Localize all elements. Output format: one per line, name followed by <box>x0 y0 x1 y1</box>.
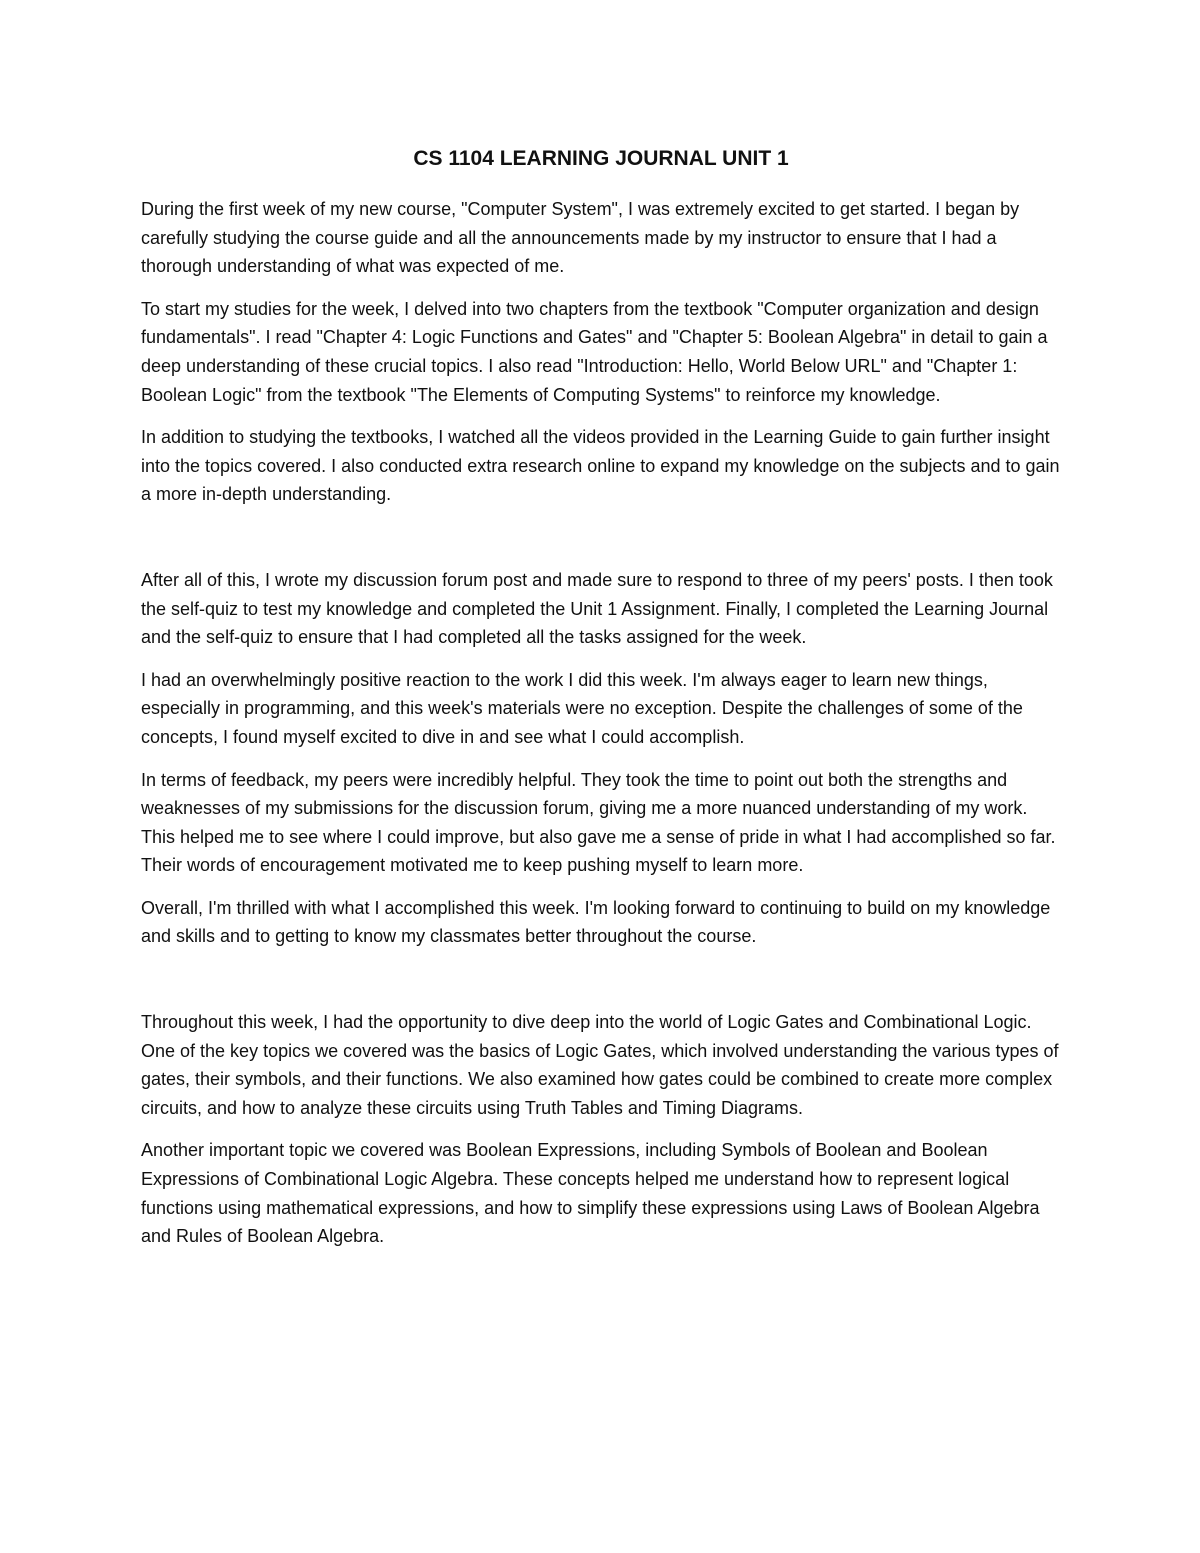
paragraph: During the first week of my new course, "Computer System", I was extremely excited to get started. I began by carefully studying the course guide and all the announcements made by my instructor to ensure that I had a thorough understanding of what was expected of me. <box>141 199 1020 277</box>
paragraph: In addition to studying the textbooks, I watched all the videos provided in the Learning Guide to gain further insight into the topics covered. I also conducted extra research online to expand my knowledge on the subjects and to gain a more in-depth understanding. <box>141 427 1060 505</box>
document-body <box>141 144 1061 1265</box>
document-title: CS 1104 LEARNING JOURNAL UNIT 1 <box>413 147 789 170</box>
paragraph: In terms of feedback, my peers were incredibly helpful. They took the time to point out both the strengths and weaknesses of my submissions for the discussion forum, giving me a more nuanced understanding of my work. This helped me to see where I could improve, but also gave me a sense of pride in what I had accomplished so far. Their words of encouragement motivated me to keep pushing myself to learn more. <box>141 769 1056 876</box>
paragraph: I had an overwhelmingly positive reaction to the work I did this week. I'm always eager to learn new things, especially in programming, and this week's materials were no exception. Despite the challenges of some of the concepts, I found myself excited to dive in and see what I could accomplish. <box>141 669 1023 747</box>
paragraph: Another important topic we covered was Boolean Expressions, including Symbols of Boolean and Boolean Expressions of Combinational Logic Algebra. These concepts helped me understand how to represent logical functions using mathematical expressions, and how to simplify these expressions using Laws of Boolean Algebra and Rules of Boolean Algebra. <box>141 1140 1040 1247</box>
paragraph: Overall, I'm thrilled with what I accomplished this week. I'm looking forward to continuing to build on my knowledge and skills and to getting to know my classmates better throughout the course. <box>141 897 1051 947</box>
paragraph: To start my studies for the week, I delved into two chapters from the textbook "Computer organization and design fundamentals". I read "Chapter 4: Logic Functions and Gates" and "Chapter 5: Boolean Algebra" in detail to gain a deep understanding of these crucial topics. I also read "Introduction: Hello, World Below URL" and "Chapter 1: Boolean Logic" from the textbook "The Elements of Computing Systems" to reinforce my knowledge. <box>141 298 1048 405</box>
paragraph: Throughout this week, I had the opportunity to dive deep into the world of Logic Gates and Combinational Logic. One of the key topics we covered was the basics of Logic Gates, which involved understanding the various types of gates, their symbols, and their functions. We also examined how gates could be combined to create more complex circuits, and how to analyze these circuits using Truth Tables and Timing Diagrams. <box>141 1012 1059 1118</box>
paragraph: After all of this, I wrote my discussion forum post and made sure to respond to three of my peers' posts. I then took the self-quiz to test my knowledge and completed the Unit 1 Assignment. Finally, I completed the Learning Journal and the self-quiz to ensure that I had completed all the tasks assigned for the week. <box>141 569 1053 648</box>
blank-line <box>141 965 1061 1008</box>
blank-line <box>141 523 1061 566</box>
